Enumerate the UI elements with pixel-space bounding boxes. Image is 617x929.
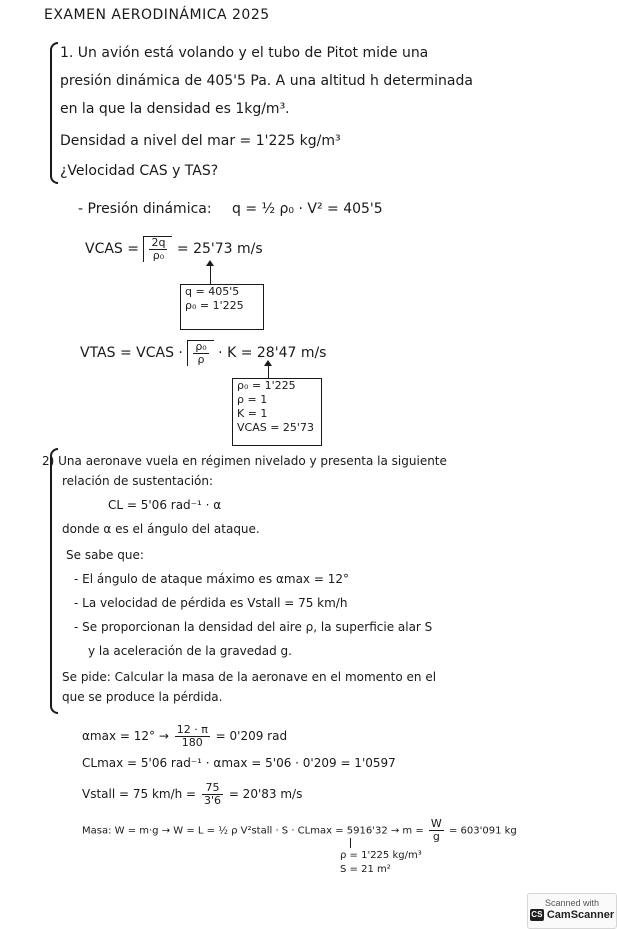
cl-max-equation: CLmax = 5'06 rad⁻¹ · αmax = 5'06 · 0'209 = 1'0597 (82, 756, 396, 770)
arrow-up-icon (268, 362, 269, 378)
alpha-max-left: αmax = 12° → (82, 729, 169, 743)
alpha-max-denominator: 180 (181, 736, 203, 749)
problem-2-line-8: - Se proporcionan la densidad del aire ρ, la superficie alar S (74, 620, 433, 634)
vstall-left: Vstall = 75 km/h = (82, 787, 197, 801)
problem-2-line-6: - El ángulo de ataque máximo es αmax = 12° (74, 572, 349, 586)
problem-2-line-9: y la aceleración de la gravedad g. (88, 644, 292, 658)
vcas-denominator: ρ₀ (152, 249, 165, 262)
problem-2-line-4: donde α es el ángulo del ataque. (62, 522, 260, 536)
given-k: K = 1 (237, 407, 268, 420)
arrow-down-icon (350, 838, 351, 848)
problem-1-line-3: en la que la densidad es 1kg/m³. (60, 101, 290, 117)
given-surface-value: S = 21 m² (340, 864, 391, 875)
dynamic-pressure-formula: q = ½ ρ₀ · V² = 405'5 (232, 201, 383, 217)
given-rho: ρ = 1 (237, 393, 268, 406)
vtas-label: VTAS = VCAS · (80, 345, 183, 361)
vtas-numerator: ρ₀ (195, 340, 207, 353)
problem-2-brace (50, 448, 58, 714)
problem-2-line-11: que se produce la pérdida. (62, 690, 223, 704)
vcas-numerator: 2q (151, 236, 166, 249)
problem-1-line-2: presión dinámica de 405'5 Pa. A una altitud h determinada (60, 73, 473, 89)
given-q: q = 405'5 (185, 285, 240, 298)
problem-2-line-2: relación de sustentación: (62, 474, 214, 488)
mass-result: = 603'091 kg (448, 825, 517, 837)
vtas-equation (80, 340, 326, 366)
vtas-denominator: ρ (197, 353, 205, 366)
mass-formula: Masa: W = m·g → W = L = ½ ρ V²stall · S · CLmax = 5916'32 → m = (82, 825, 424, 837)
sqrt-symbol (187, 340, 213, 366)
dynamic-pressure-label: - Presión dinámica: (78, 201, 212, 217)
mass-numerator: W (430, 817, 442, 830)
problem-2-line-10: Se pide: Calcular la masa de la aeronave en el momento en el (62, 670, 437, 684)
given-box-1 (180, 284, 264, 330)
problem-2-line-5: Se sabe que: (66, 548, 144, 562)
vtas-result: = 28'47 m/s (240, 345, 327, 361)
given-vcas: VCAS = 25'73 (237, 421, 314, 434)
alpha-max-numerator: 12 · π (176, 723, 208, 736)
alpha-max-result: = 0'209 rad (215, 729, 288, 743)
alpha-max-equation (82, 724, 287, 749)
camscanner-badge (527, 893, 617, 929)
problem-1-line-1: 1. Un avión está volando y el tubo de Pitot mide una (60, 45, 429, 61)
camscanner-brand: CamScanner (546, 909, 615, 921)
vstall-denominator: 3'6 (203, 794, 221, 807)
mass-equation (82, 818, 517, 843)
problem-2-line-7: - La velocidad de pérdida es Vstall = 75 km/h (74, 596, 348, 610)
given-rho0: ρ₀ = 1'225 (237, 379, 296, 392)
problem-1-line-4: Densidad a nivel del mar = 1'225 kg/m³ (60, 133, 341, 149)
problem-1-line-5: ¿Velocidad CAS y TAS? (60, 163, 219, 179)
vcas-result: = 25'73 m/s (176, 241, 263, 257)
page-title: EXAMEN AERODINÁMICA 2025 (44, 7, 270, 23)
vcas-label: VCAS = (85, 241, 139, 257)
given-rho0: ρ₀ = 1'225 (185, 299, 244, 312)
arrow-up-icon (210, 262, 211, 284)
camscanner-logo-icon: CS (531, 910, 543, 919)
vstall-result: = 20'83 m/s (228, 787, 303, 801)
given-box-2 (232, 378, 322, 446)
scanned-with-text: Scanned with (544, 898, 600, 908)
problem-2-lift-relation: CL = 5'06 rad⁻¹ · α (108, 498, 222, 512)
vstall-equation (82, 782, 302, 807)
vcas-equation (85, 236, 263, 262)
vstall-numerator: 75 (202, 782, 223, 795)
given-rho-value: ρ = 1'225 kg/m³ (340, 850, 422, 861)
problem-1-brace (50, 42, 58, 184)
problem-2-line-1: 2) Una aeronave vuela en régimen nivelado y presenta la siguiente (42, 454, 447, 468)
sqrt-symbol (143, 236, 172, 262)
mass-denominator: g (432, 830, 440, 843)
vtas-k: · K (218, 345, 237, 361)
